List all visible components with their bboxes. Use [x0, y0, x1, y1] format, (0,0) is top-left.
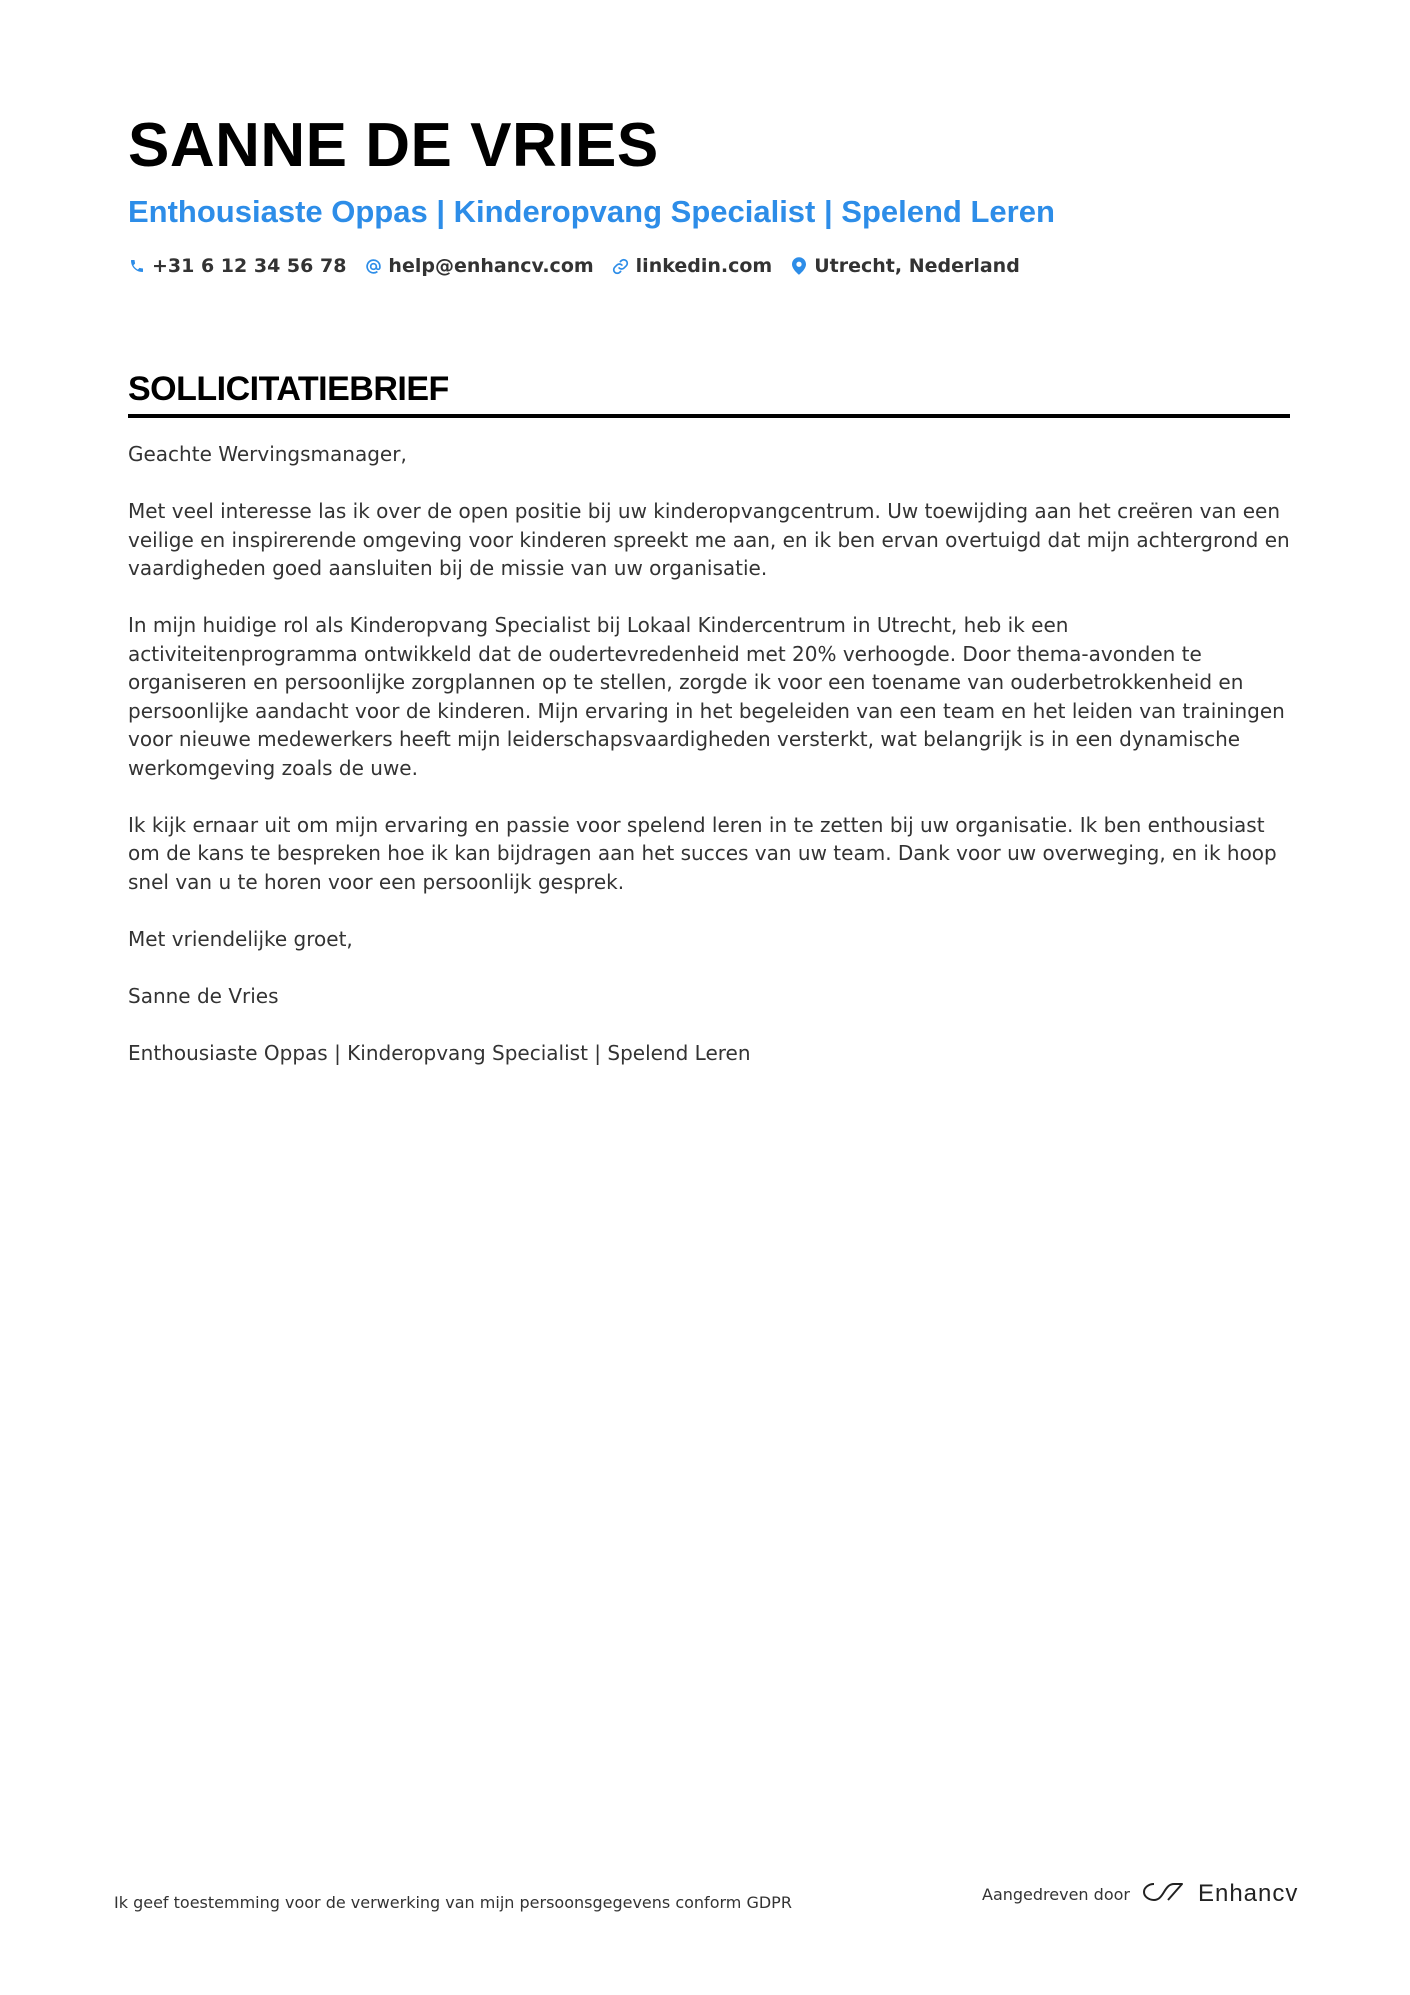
contact-email-text[interactable]: help@enhancv.com	[388, 255, 594, 277]
section-title: SOLLICITATIEBRIEF	[128, 370, 449, 408]
contact-info	[128, 254, 1290, 278]
contact-phone	[128, 254, 346, 278]
letter-salutation: Geachte Wervingsmanager,	[128, 442, 407, 466]
signature-name: Sanne de Vries	[128, 983, 279, 1008]
applicant-name: SANNE DE VRIES	[128, 111, 659, 180]
phone-icon	[128, 256, 146, 276]
at-icon	[364, 256, 382, 276]
contact-linkedin[interactable]	[612, 254, 773, 278]
letter-closing: Met vriendelijke groet,	[128, 926, 353, 951]
contact-email[interactable]	[364, 254, 593, 278]
section-divider	[128, 414, 1290, 418]
signature-title: Enthousiaste Oppas | Kinderopvang Specialist | Spelend Leren	[128, 1040, 751, 1065]
powered-by-label: Aangedreven door	[982, 1884, 1130, 1904]
contact-location-text: Utrecht, Nederland	[814, 255, 1020, 277]
powered-by[interactable]	[982, 1880, 1298, 1908]
letter-section	[128, 368, 1290, 1096]
letter-paragraph: In mijn huidige rol als Kinderopvang Specialist bij Lokaal Kindercentrum in Utrecht, heb ik een activiteitenprogramma ontwikkeld dat de oudertevredenheid met 20% verhoogde. Door thema-avonden te organiseren en persoonlijke zorgplannen op te stellen, zorgde ik voor een toename van ouderbetrokkenheid en persoonlijke aandacht voor de kinderen. Mijn ervaring in het begeleiden van een team en het leiden van trainingen voor nieuwe medewerkers heeft mijn leiderschapsvaardigheden versterkt, wat belangrijk is in een dynamische werkomgeving zoals de uwe.	[128, 613, 1285, 780]
letter-paragraph: Met veel interesse las ik over de open positie bij uw kinderopvangcentrum. Uw toewijding aan het creëren van een veilige en inspirerende omgeving voor kinderen spreekt me aan, en ik ben ervan overtuigd dat mijn achtergrond en vaardigheden goed aansluiten bij de missie van uw organisatie.	[128, 499, 1290, 580]
letter-header	[128, 110, 1290, 278]
contact-linkedin-text[interactable]: linkedin.com	[635, 255, 773, 277]
contact-location	[790, 254, 1020, 278]
enhancv-logo-icon	[1142, 1880, 1188, 1908]
applicant-headline: Enthousiaste Oppas | Kinderopvang Specialist | Spelend Leren	[128, 194, 1055, 229]
contact-phone-text: +31 6 12 34 56 78	[152, 255, 347, 277]
brand-logo[interactable]	[1142, 1880, 1298, 1908]
letter-body	[128, 440, 1290, 1067]
brand-name: Enhancv	[1197, 1880, 1299, 1907]
gdpr-consent: Ik geef toestemming voor de verwerking van mijn persoonsgegevens conform GDPR	[114, 1893, 792, 1912]
letter-paragraph: Ik kijk ernaar uit om mijn ervaring en passie voor spelend leren in te zetten bij uw organisatie. Ik ben enthousiast om de kans te bespreken hoe ik kan bijdragen aan het succes van uw team. Dank voor uw overweging, en ik hoop snel van u te horen voor een persoonlijk gesprek.	[128, 812, 1277, 894]
location-pin-icon	[790, 256, 808, 276]
link-icon	[612, 256, 630, 276]
